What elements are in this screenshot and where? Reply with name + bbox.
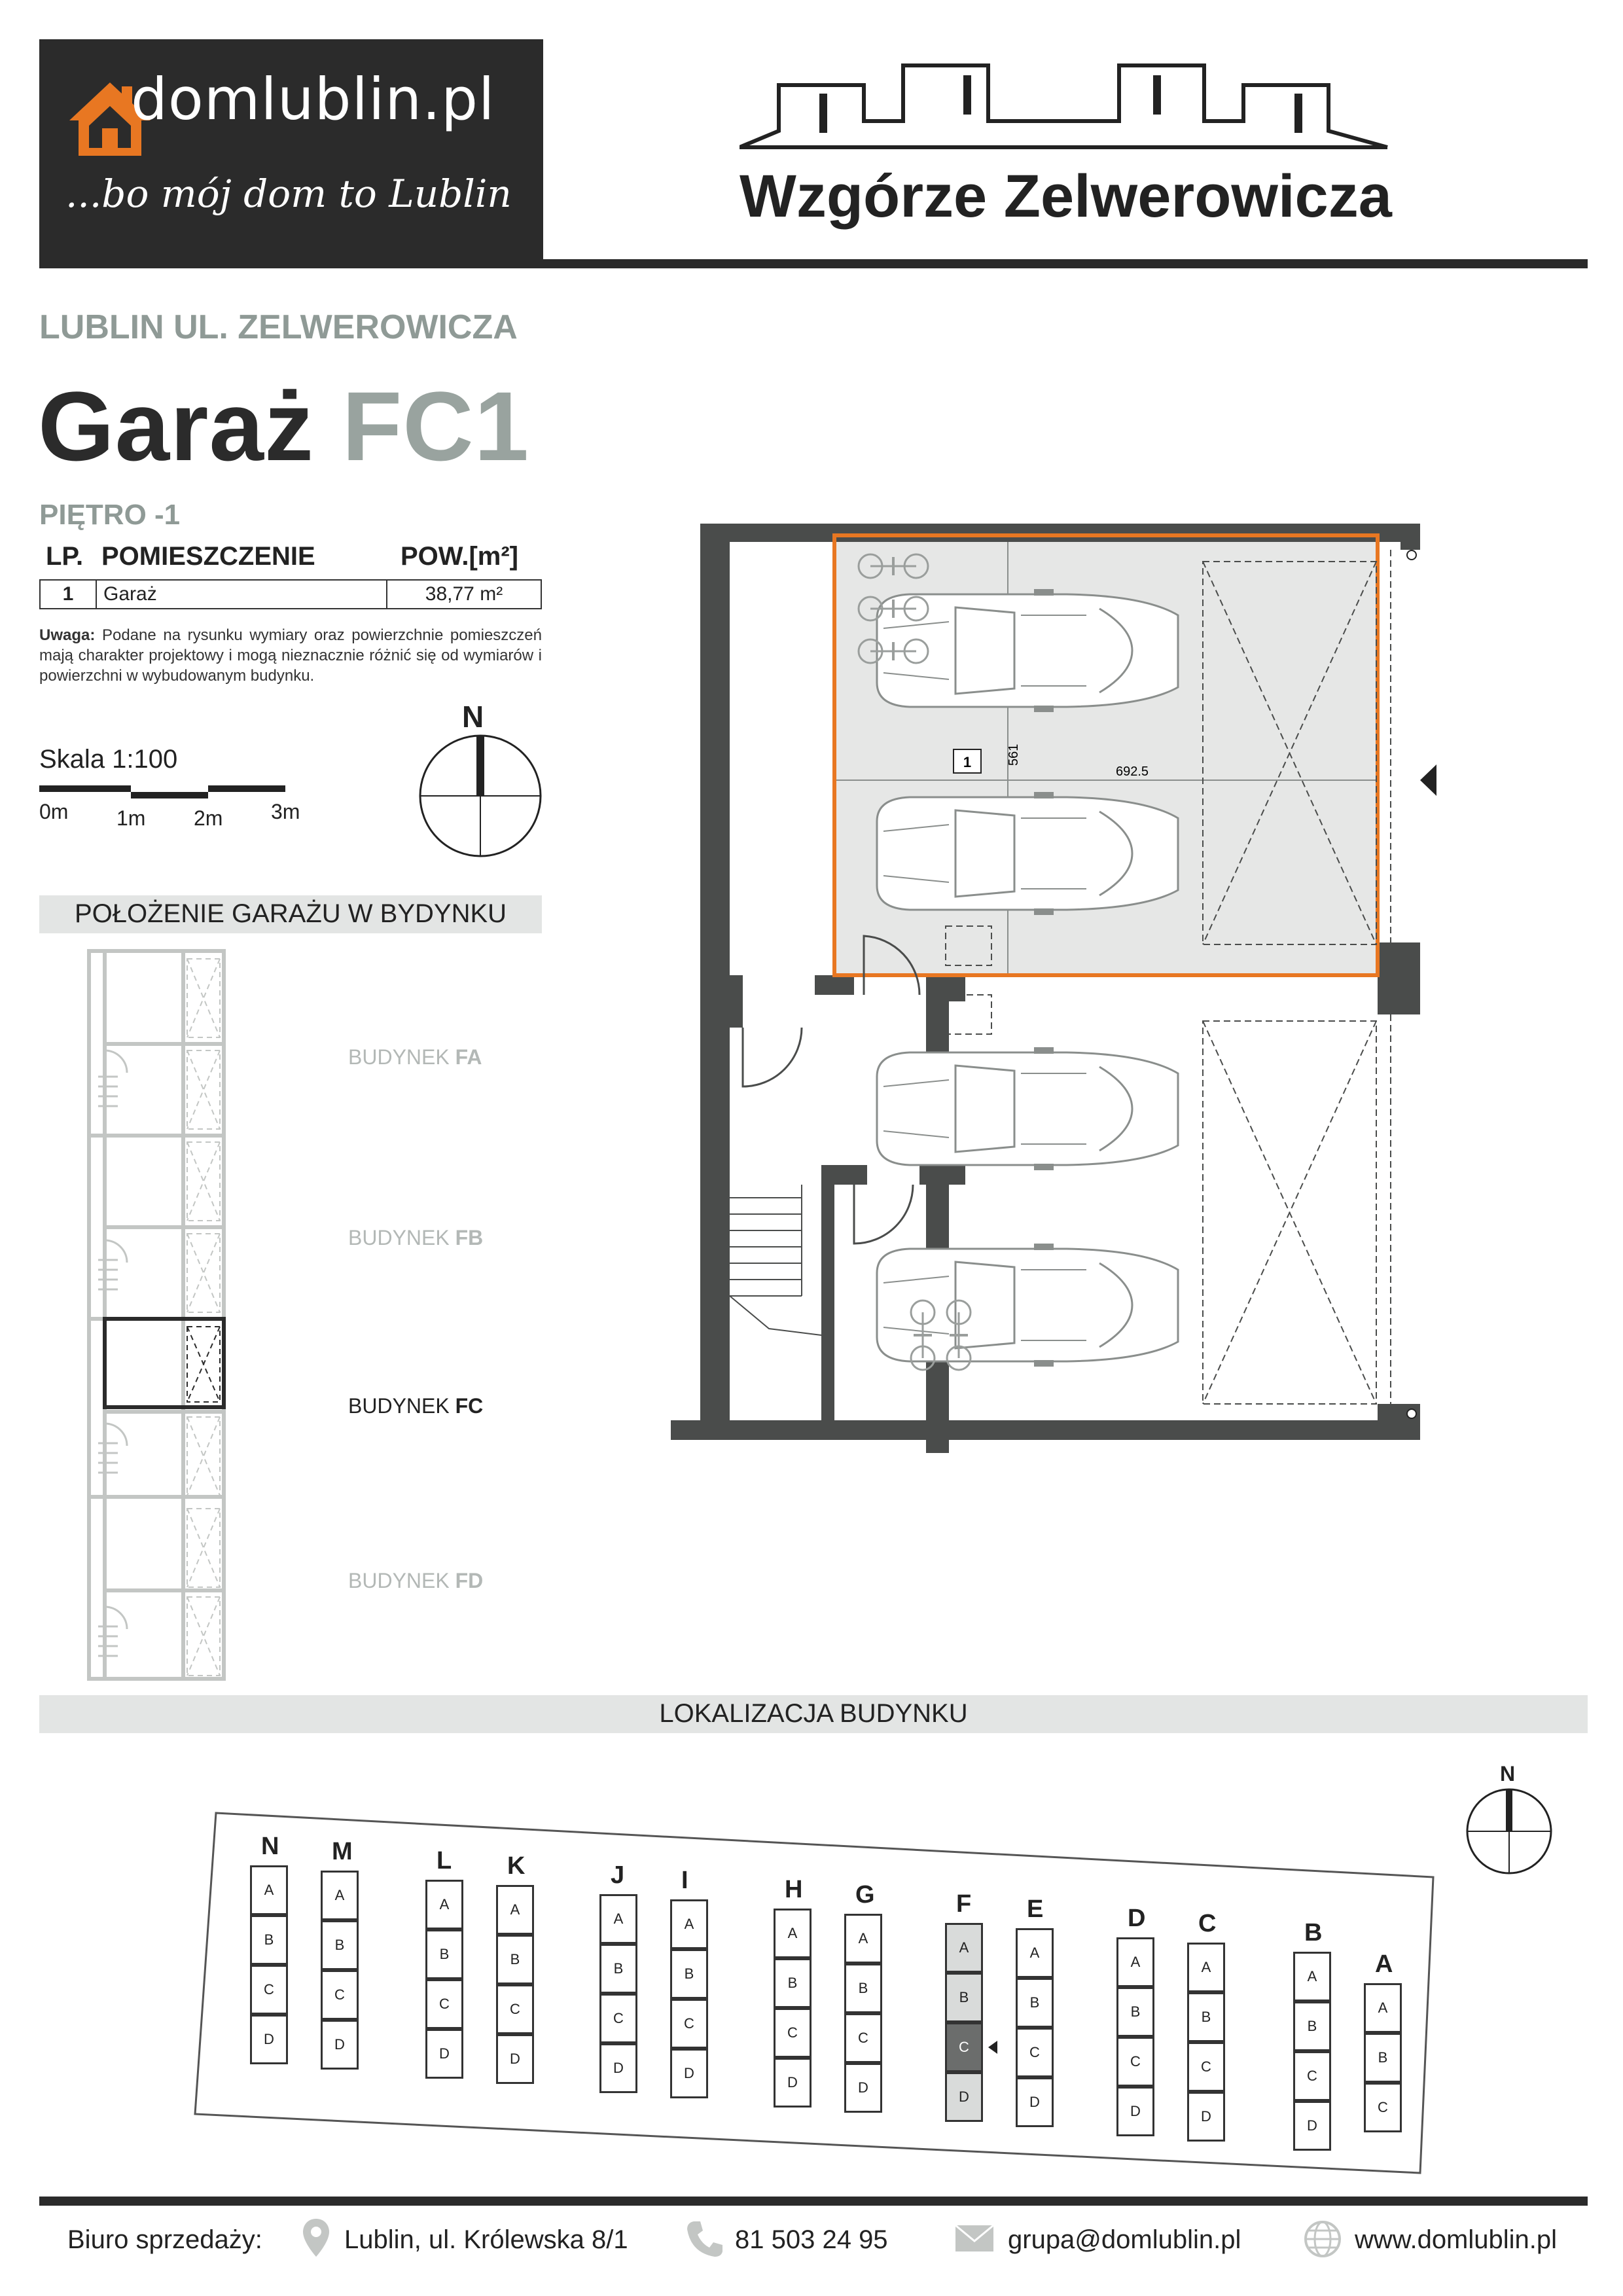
note-text: Podane na rysunku wymiary oraz powierzchnie pomieszczeń mają charakter projektowy i mogą nieznacznie różnić się od wymiarów i powierzchni w wybudowanym budynku. (39, 626, 542, 685)
site-building-letter: I (681, 1867, 688, 1894)
site-unit-cell: C (670, 1999, 708, 2049)
scale-tick: 3m (271, 800, 300, 823)
site-unit-cell: B (1187, 1992, 1225, 2042)
site-unit-cell: D (599, 2043, 637, 2093)
site-building-letter: A (1375, 1950, 1393, 1978)
table-header-room: POMIESZCZENIE (101, 542, 315, 571)
site-unit-cell: A (425, 1880, 463, 1929)
floor-label: PIĘTRO -1 (39, 499, 181, 531)
garage-title (38, 370, 529, 483)
header-divider (39, 259, 1588, 268)
site-unit-cell: D (844, 2063, 882, 2113)
site-unit-cell: B (496, 1935, 534, 1984)
site-building-letter: H (785, 1876, 803, 1903)
site-unit-cell: B (844, 1964, 882, 2013)
site-unit-cell: A (844, 1914, 882, 1964)
floor-plan (671, 524, 1436, 1453)
site-unit-cell: C (1187, 2042, 1225, 2092)
site-unit-cell: C (774, 2008, 812, 2058)
site-unit-cell: A (945, 1923, 983, 1973)
site-compass-label: N (1500, 1762, 1516, 1785)
site-building-letter: M (332, 1838, 353, 1865)
office-address: Lublin, ul. Królewska 8/1 (344, 2225, 628, 2254)
building-label-fa: BUDYNEK FA (348, 1045, 482, 1069)
logo-text: domlublin.pl (131, 65, 495, 133)
site-unit-cell: D (1016, 2077, 1054, 2127)
site-building-letter: L (437, 1847, 452, 1874)
note (39, 625, 542, 686)
table-header-lp: LP. (46, 542, 84, 571)
site-plan-outline (190, 1806, 1446, 2179)
site-unit-cell: B (670, 1949, 708, 1999)
site-unit-cell: B (1116, 1987, 1154, 2037)
entrance-arrow-icon (1420, 764, 1436, 796)
site-unit-cell: A (670, 1899, 708, 1949)
project-title: Wzgórze Zelwerowicza (740, 163, 1392, 230)
scale-tick: 1m (116, 806, 146, 830)
site-unit-cell: D (670, 2049, 708, 2098)
site-unit-cell: D (1116, 2087, 1154, 2136)
globe-icon (1304, 2220, 1342, 2258)
site-unit-cell: D (1187, 2092, 1225, 2142)
row-name: Garaż (97, 581, 387, 608)
site-unit-cell: A (774, 1909, 812, 1958)
site-unit-cell: C (250, 1965, 288, 2015)
office-label: Biuro sprzedaży: (67, 2225, 262, 2254)
building-position-title: POŁOŻENIE GARAŻU W BYDYNKU (74, 899, 507, 928)
site-unit-cell: A (250, 1865, 288, 1915)
scale-label: Skala 1:100 (39, 745, 178, 774)
site-unit-cell: C (1364, 2083, 1402, 2132)
table-header-area: POW.[m²] (401, 542, 518, 571)
site-building-letter: B (1304, 1919, 1323, 1946)
site-unit-cell: B (774, 1958, 812, 2008)
title-word: Garaż (38, 371, 314, 481)
site-unit-cell: D (945, 2072, 983, 2122)
site-building-letter: F (956, 1890, 972, 1918)
compass-label: N (462, 700, 484, 734)
site-unit-cell: D (321, 2020, 359, 2070)
site-unit-cell: D (774, 2058, 812, 2108)
row-lp: 1 (41, 581, 97, 608)
site-unit-cell: C (496, 1984, 534, 2034)
site-unit-cell: A (599, 1894, 637, 1944)
site-unit-cell: C (1116, 2037, 1154, 2087)
site-compass-icon (1463, 1785, 1555, 1877)
footer-divider (39, 2197, 1588, 2206)
site-unit-cell: B (1293, 2001, 1331, 2051)
site-unit-cell: B (321, 1920, 359, 1970)
city-street: LUBLIN UL. ZELWEROWICZA (39, 308, 518, 346)
site-unit-cell: B (599, 1944, 637, 1994)
site-building-letter: K (507, 1852, 526, 1880)
logo-slogan: ...bo mój dom to Lublin (65, 171, 512, 216)
location-pin-icon (301, 2217, 331, 2259)
compass-icon (416, 732, 544, 860)
site-building-letter: D (1128, 1905, 1146, 1932)
site-unit-cell: B (425, 1929, 463, 1979)
row-area: 38,77 m² (425, 583, 503, 605)
website-link[interactable]: www.domlublin.pl (1355, 2225, 1558, 2254)
email-link[interactable]: grupa@domlublin.pl (1008, 2225, 1241, 2254)
title-code: FC1 (342, 371, 529, 481)
site-unit-cell: B (1016, 1978, 1054, 2028)
site-unit-cell: C (425, 1979, 463, 2029)
dim-width: 692.5 (1116, 764, 1149, 779)
site-unit-cell: A (1293, 1952, 1331, 2001)
note-label: Uwaga: (39, 626, 96, 644)
site-building-letter: N (261, 1833, 279, 1860)
email-icon (954, 2224, 995, 2253)
site-unit-cell: D (496, 2034, 534, 2084)
site-unit-cell: C (1293, 2051, 1331, 2101)
site-unit-cell: B (1364, 2033, 1402, 2083)
site-unit-cell: C (1016, 2028, 1054, 2077)
phone-number: 81 503 24 95 (735, 2225, 888, 2254)
site-unit-cell: B (250, 1915, 288, 1965)
project-skyline-logo (740, 62, 1394, 154)
table-row (39, 579, 542, 609)
site-unit-cell: A (321, 1871, 359, 1920)
site-location-title: LOKALIZACJA BUDYNKU (659, 1699, 968, 1728)
dim-depth: 561 (1007, 744, 1021, 766)
site-unit-cell: C (599, 1994, 637, 2043)
site-unit-cell: D (250, 2015, 288, 2064)
building-label-fc: BUDYNEK FC (348, 1394, 484, 1418)
site-unit-cell: D (1293, 2101, 1331, 2151)
site-unit-cell: C (945, 2022, 983, 2072)
site-unit-cell: C (321, 1970, 359, 2020)
building-section-diagram (79, 946, 236, 1685)
site-building-letter: E (1027, 1895, 1044, 1923)
site-unit-cell: C (844, 2013, 882, 2063)
scale-tick: 2m (194, 806, 223, 830)
site-building-letter: G (855, 1881, 875, 1909)
building-label-fb: BUDYNEK FB (348, 1226, 484, 1249)
site-unit-cell: A (496, 1885, 534, 1935)
site-unit-cell: A (1187, 1943, 1225, 1992)
phone-icon (685, 2219, 724, 2258)
site-building-letter: J (611, 1861, 625, 1889)
site-unit-cell: A (1116, 1937, 1154, 1987)
site-unit-cell: A (1016, 1928, 1054, 1978)
scale-tick: 0m (39, 800, 69, 823)
site-building-letter: C (1198, 1910, 1217, 1937)
building-label-fd: BUDYNEK FD (348, 1569, 484, 1592)
site-unit-cell: B (945, 1973, 983, 2022)
selected-unit-arrow-icon (988, 2041, 997, 2054)
site-unit-cell: A (1364, 1983, 1402, 2033)
site-unit-cell: D (425, 2029, 463, 2079)
room-number: 1 (963, 754, 972, 770)
